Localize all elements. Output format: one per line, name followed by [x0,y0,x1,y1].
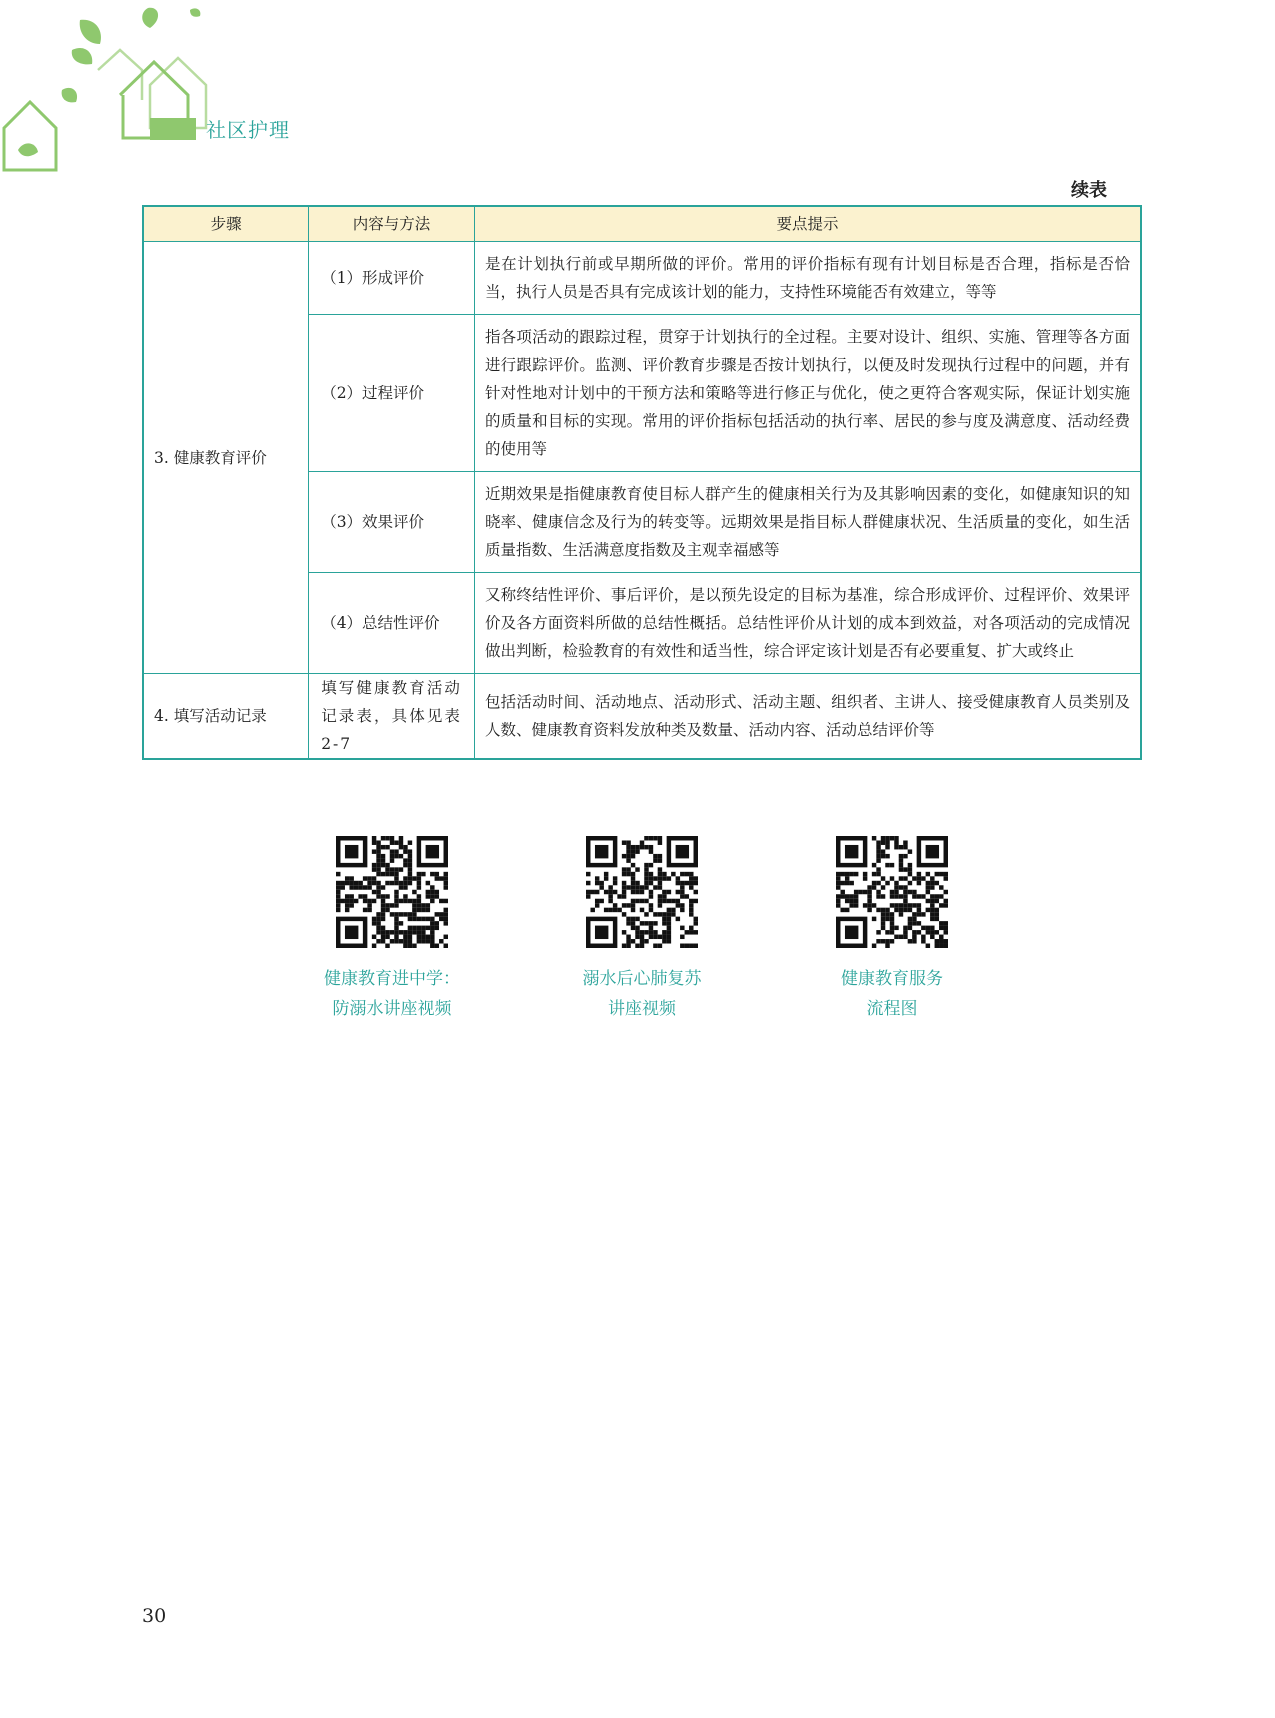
qr-code-icon[interactable] [586,836,698,948]
step-4-label: 4. 填写活动记录 [143,674,309,760]
qr-caption-line2: 防溺水讲座视频 [332,999,452,1019]
qr-group-cpr[interactable] [552,836,732,1024]
tips-summative-evaluation: 又称终结性评价、事后评价，是以预先设定的目标为基准，综合形成评价、过程评价、效果评价及各方面资料所做的总结性概括。总结性评价从计划的成本到效益，对各项活动的完成情况做出判断，检验教育的有效性和适当性，综合评定该计划是否有必要重复、扩大或终止 [474,573,1141,674]
tips-activity-record: 包括活动时间、活动地点、活动形式、活动主题、组织者、主讲人、接受健康教育人员类别及人数、健康教育资料发放种类及数量、活动内容、活动总结评价等 [474,674,1141,760]
qr-caption [802,964,982,1024]
header-method: 内容与方法 [309,206,475,242]
qr-caption [552,964,732,1024]
header-tips: 要点提示 [474,206,1141,242]
section-tag-bar [150,118,196,140]
qr-group-service-flowchart[interactable] [802,836,982,1024]
qr-group-drowning-prevention[interactable] [302,836,482,1024]
header-step: 步骤 [143,206,309,242]
method-activity-record: 填写健康教育活动记录表，具体见表2-7 [309,674,475,760]
tips-outcome-evaluation: 近期效果是指健康教育使目标人群产生的健康相关行为及其影响因素的变化，如健康知识的知晓率、健康信念及行为的转变等。远期效果是指目标人群健康状况、生活质量的变化，如生活质量指数、生活满意度指数及主观幸福感等 [474,472,1141,573]
method-formative-evaluation: （1）形成评价 [309,242,475,315]
method-outcome-evaluation: （3）效果评价 [309,472,475,573]
qr-caption-line1: 健康教育服务 [841,969,943,989]
qr-caption-line2: 流程图 [866,999,918,1019]
method-process-evaluation: （2）过程评价 [309,315,475,472]
qr-code-icon[interactable] [336,836,448,948]
qr-caption-line1: 健康教育进中学： [324,969,460,989]
step-3-label: 3. 健康教育评价 [143,242,309,674]
health-education-table [142,205,1142,760]
qr-code-icon[interactable] [836,836,948,948]
qr-caption-line2: 讲座视频 [608,999,676,1019]
section-title: 社区护理 [206,118,290,142]
method-summative-evaluation: （4）总结性评价 [309,573,475,674]
table-row [143,242,1141,315]
page-number: 30 [142,1605,167,1627]
qr-caption [302,964,482,1024]
tips-formative-evaluation: 是在计划执行前或早期所做的评价。常用的评价指标有现有计划目标是否合理，指标是否恰当，执行人员是否具有完成该计划的能力，支持性环境能否有效建立，等等 [474,242,1141,315]
continued-table-label: 续表 [1071,180,1107,201]
tips-process-evaluation: 指各项活动的跟踪过程，贯穿于计划执行的全过程。主要对设计、组织、实施、管理等各方面进行跟踪评价。监测、评价教育步骤是否按计划执行，以便及时发现执行过程中的问题，并有针对性地对计划中的干预方法和策略等进行修正与优化，使之更符合客观实际，保证计划实施的质量和目标的实现。常用的评价指标包括活动的执行率、居民的参与度及满意度、活动经费的使用等 [474,315,1141,472]
table-header-row [143,206,1141,242]
qr-caption-line1: 溺水后心肺复苏 [582,969,702,989]
header-decoration [0,0,220,175]
table-row [143,674,1141,760]
